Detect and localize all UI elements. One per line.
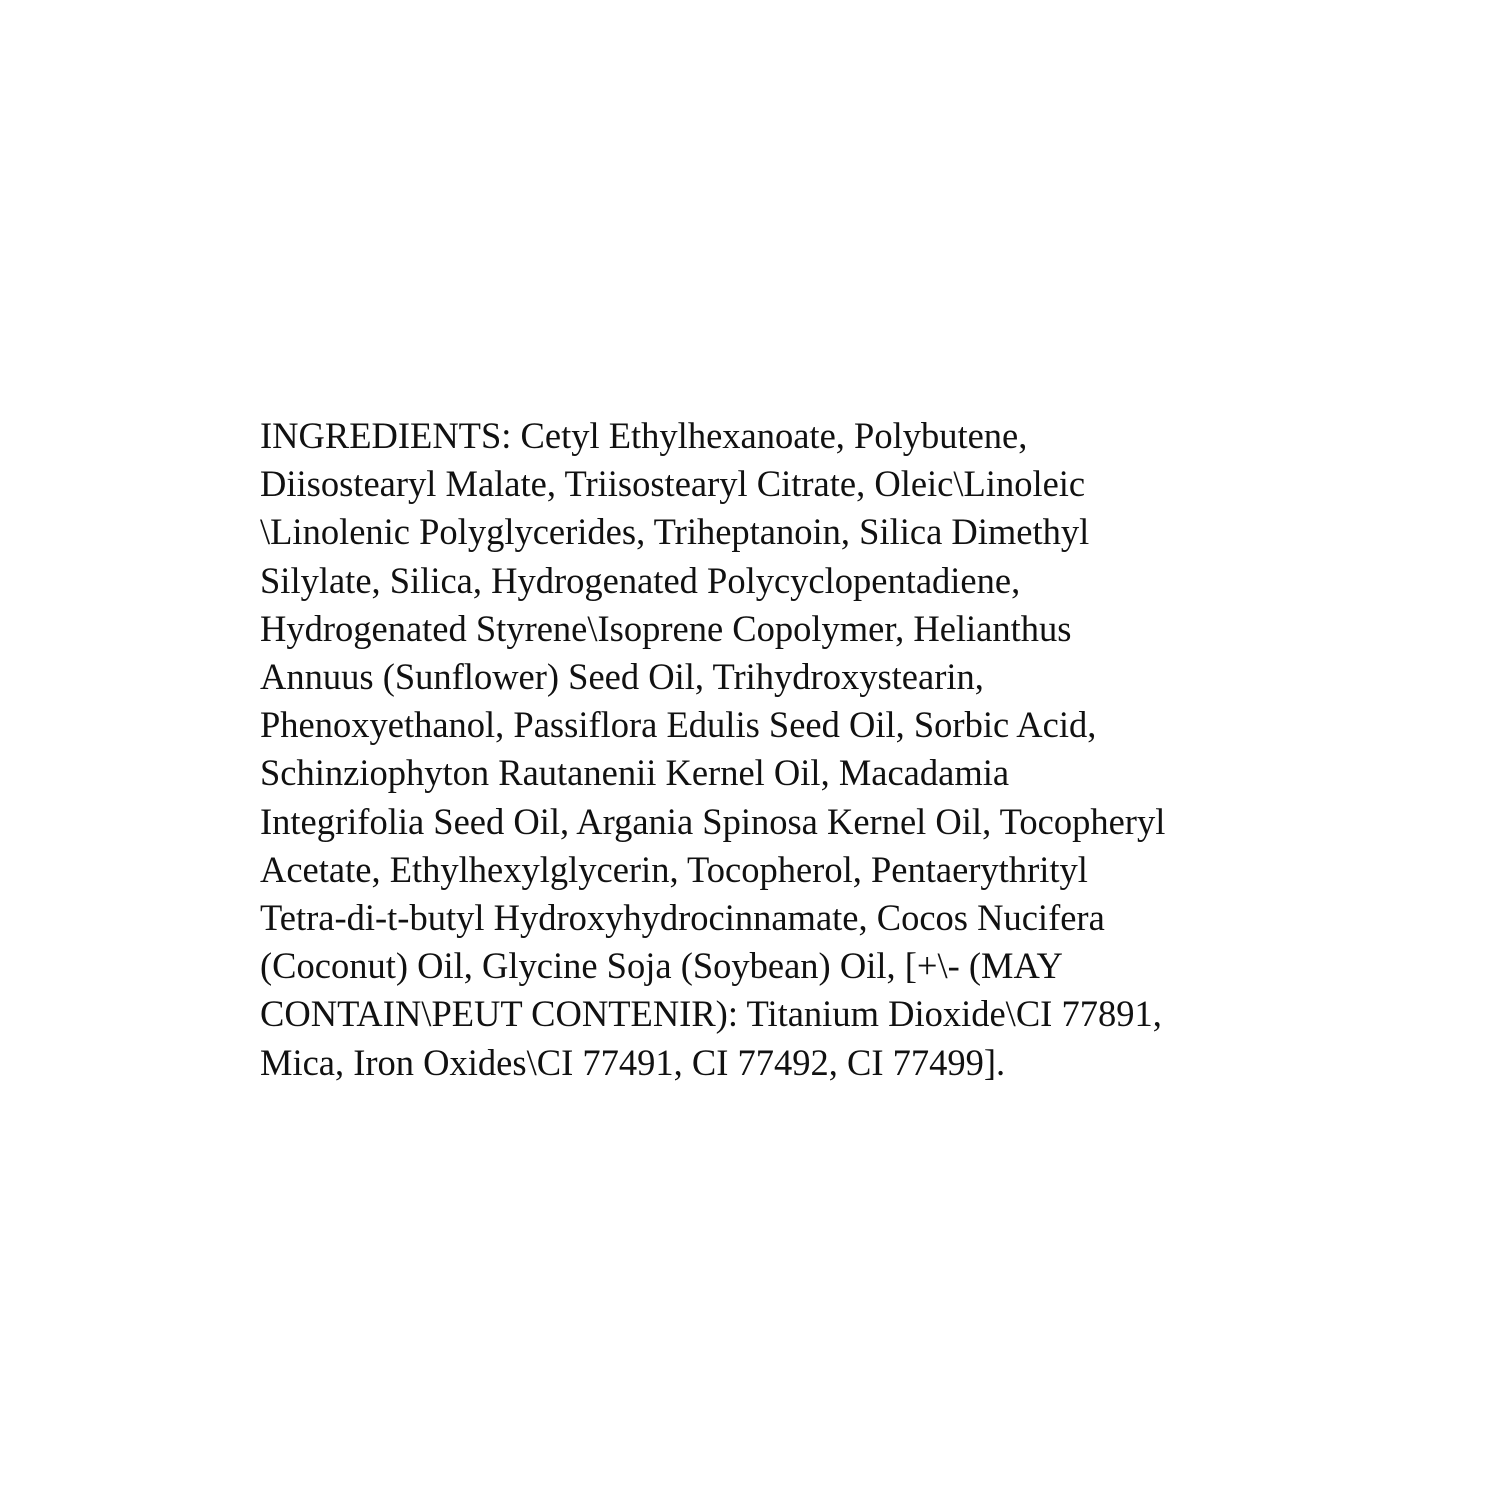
ingredients-line: (Coconut) Oil, Glycine Soja (Soybean) Oil, [+\- (MAY [260,945,1063,987]
ingredients-line: CONTAIN\PEUT CONTENIR): Titanium Dioxide\CI 77891, [260,993,1162,1035]
ingredients-line: Schinziophyton Rautanenii Kernel Oil, Macadamia [260,752,1010,794]
ingredients-line: Diisostearyl Malate, Triisostearyl Citrate, Oleic\Linoleic [260,463,1086,505]
ingredients-line: Hydrogenated Styrene\Isoprene Copolymer, Helianthus [260,607,1072,649]
ingredients-line: Tetra-di-t-butyl Hydroxyhydrocinnamate, Cocos Nucifera [260,897,1105,939]
ingredients-line: Phenoxyethanol, Passiflora Edulis Seed Oil, Sorbic Acid, [260,704,1097,746]
ingredients-line: Silylate, Silica, Hydrogenated Polycyclopentadiene, [260,559,1021,601]
ingredients-line: Integrifolia Seed Oil, Argania Spinosa Kernel Oil, Tocopheryl [260,800,1166,842]
ingredients-line: INGREDIENTS: Cetyl Ethylhexanoate, Polybutene, [260,415,1028,456]
ingredients-line: Mica, Iron Oxides\CI 77491, CI 77492, CI 77499]. [260,1041,1006,1083]
ingredients-line: Annuus (Sunflower) Seed Oil, Trihydroxystearin, [260,656,984,698]
ingredients-line: Acetate, Ethylhexylglycerin, Tocopherol, Pentaerythrityl [260,848,1088,890]
ingredients-text-block [260,412,1360,1087]
ingredients-line: \Linolenic Polyglycerides, Triheptanoin, Silica Dimethyl [260,511,1090,553]
